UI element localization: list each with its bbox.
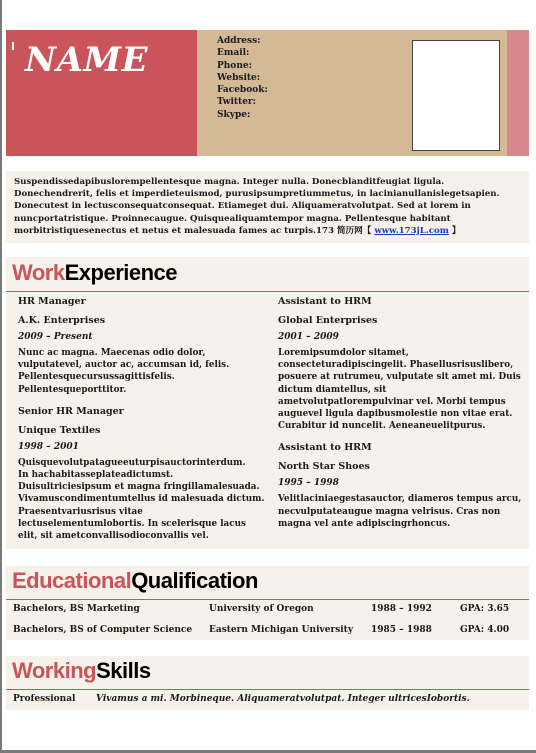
education-title-black: Qualification [131,568,258,593]
contact-labels [217,35,268,121]
contact-phone-label: Phone: [217,60,252,71]
work-title-red: Work [12,260,65,285]
job-desc-line: Quisquevolutpatagueeuturpisauctorinterdum. [18,457,246,468]
job-description [18,347,268,396]
work-section-title [12,260,177,286]
job-desc-line: necvulputateaugue magna velrisus. Cras non [278,506,501,517]
work-left-column [18,296,268,542]
skills-title-red: Working [12,658,97,683]
job-entry [278,296,528,432]
job-dates: 2001 – 2009 [278,332,339,342]
skill-description: Vivamus a mi. Morbineque. Aliquameratvolutpat. Integer ultricesIobortis. [96,694,470,704]
job-company: North Star Shoes [278,461,370,473]
candidate-name: NAME [25,40,149,80]
summary-link[interactable]: www.173jL.com [374,225,449,236]
contact-skype-label: Skype: [217,109,251,120]
job-role: Senior HR Manager [18,405,124,417]
job-desc-line: elit, sit ametconvallisodioconvallis vel. [18,531,209,542]
job-desc-line: Pellentesqueporttitor. [18,384,127,395]
job-desc-line: ametvolutpatlorempulvinar vel. Morbi tempus [278,396,506,407]
contact-twitter-label: Twitter: [217,97,256,108]
contact-address-label: Address: [217,36,261,46]
job-entry [18,296,268,396]
contact-facebook-label: Facebook: [217,85,268,96]
job-dates: 2009 – Present [18,332,93,342]
job-company: A.K. Enterprises [18,315,106,326]
edu-gpa: GPA: 4.00 [460,625,510,635]
job-desc-line: Curabitur id nuncelit. Aeneaneuelitpurus. [278,421,486,432]
edu-school: University of Oregon [209,604,314,614]
summary-text: Suspendissedapibuslorempellentesque magna. Integer nulla. Donecblanditfeugiat ligula. Donechendrerit, felis et imperdieteuismod, purusipsumpretiummetus, in lacinianullanislegetsapien. Donecutest in lectusconsequatconsequat. Etiameget dui. Aliquameratvolutpat. Sed at lorem in nuncportatristique. Proinnecaugue. Quisquealiquamtempor magna. Pellentesque habitant morbitristiquesenectus et netus et malesuada fames ac turpis.173 简历网【 [14,177,500,236]
job-role: HR Manager [18,296,86,307]
job-desc-line: lectuselementumlobortis. In scelerisque lacus [18,518,246,529]
job-desc-line: Nunc ac magna. Maecenas odio dolor, [18,348,206,358]
edu-degree: Bachelors, BS of Computer Science [13,625,193,635]
summary-block [6,171,529,243]
contact-website-label: Website: [217,72,261,83]
job-role: Assistant to HRM [278,442,372,454]
job-desc-line: Vivamuscondimentumtellus id malesuada dictum. [18,494,265,505]
job-role: Assistant to HRM [278,296,372,307]
edu-years: 1985 – 1988 [371,625,432,635]
job-description [278,347,528,432]
job-desc-line: Pellentesquecursussagittisfelis. [18,372,175,383]
work-right-column [278,296,528,530]
job-desc-line: posuere at rutrumeu, vulputate sit amet mi. Duis [278,372,521,383]
edu-years: 1988 – 1992 [371,604,432,614]
skills-title-black: Skills [96,658,151,683]
photo-placeholder [412,40,500,151]
job-desc-line: consecteturadipiscingelit. Phasellusrisuslibero, [278,360,514,371]
contact-email-label: Email: [217,48,250,59]
skill-label: Professional [13,694,76,704]
job-dates: 1998 – 2001 [18,441,79,452]
summary-end: 】 [451,225,461,236]
job-desc-line: Praesentvariusrisus vitae [18,506,143,517]
job-entry [18,406,268,542]
education-section-title [12,568,258,594]
edu-degree: Bachelors, BS Marketing [13,604,140,614]
job-desc-line: In hachabitasseplateadictumst. [18,470,174,481]
header-accent-strip [507,30,529,156]
job-desc-line: vulputatevel, auctor ac, accumsan id, felis. [18,360,230,371]
job-description [278,493,528,530]
job-entry [278,442,528,530]
work-title-black: Experience [64,260,178,285]
job-dates: 1995 – 1998 [278,478,339,489]
job-desc-line: auguevel ligula dapibusmolestie non vitae erat. [278,409,513,420]
edu-gpa: GPA: 3.65 [460,604,510,614]
job-desc-line: magna vel ante adipiscingrhoncus. [278,518,451,529]
job-desc-line: dictum diamtellus, sit [278,384,387,395]
job-description [18,457,268,542]
header-tick-mark [12,42,14,50]
job-company: Unique Textiles [18,424,101,436]
edu-school: Eastern Michigan University [209,625,354,635]
job-desc-line: Loremipsumdolor sitamet, [278,348,409,358]
skills-section-title [12,658,151,684]
job-company: Global Enterprises [278,315,378,326]
job-desc-line: Velitlaciniaegestasauctor, diameros tempus arcu, [278,494,522,505]
education-title-red: Educational [12,568,132,593]
job-desc-line: Duisultriciesipsum et magna fringillamalesuada. [18,482,260,493]
